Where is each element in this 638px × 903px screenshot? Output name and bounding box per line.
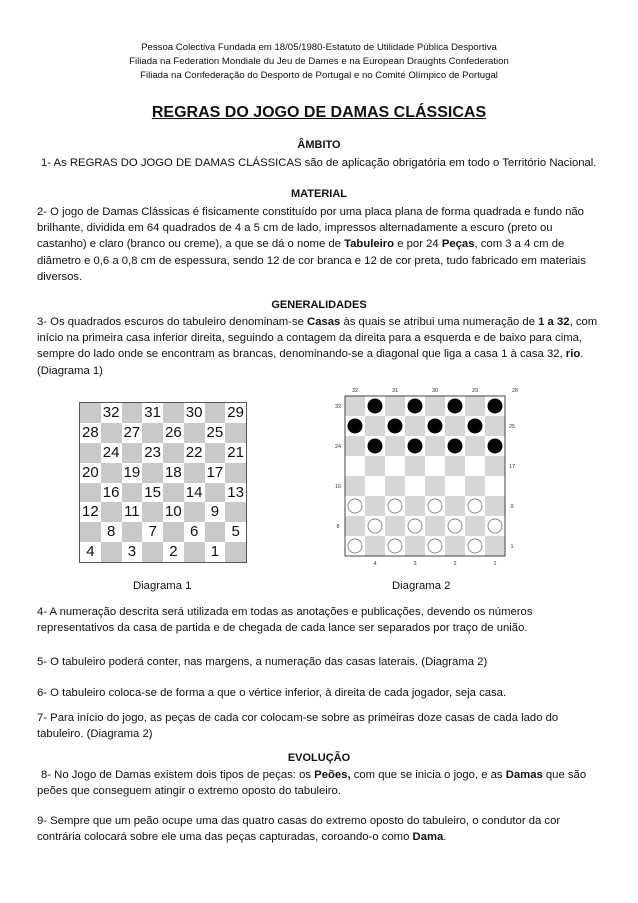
section-generalidades: GENERALIDADES	[271, 299, 367, 311]
margin-label: 2	[453, 561, 457, 567]
white-piece	[348, 499, 362, 513]
diagram-2-board	[330, 383, 520, 575]
margin-label: 9	[510, 504, 514, 510]
rule-6: 6- O tabuleiro coloca-se de forma a que o vértice inferior, à direita de cada jogador, seja casa.	[37, 687, 507, 699]
square-number: 12	[82, 503, 99, 521]
black-piece	[448, 439, 463, 454]
margin-label: 1	[493, 561, 497, 567]
board-square-dark	[385, 456, 405, 476]
rule-1: 1- As REGRAS DO JOGO DE DAMAS CLÁSSICAS são de aplicação obrigatória em todo o Território Nacional.	[41, 157, 597, 169]
board-square-light	[405, 416, 425, 436]
board-square-light	[225, 542, 246, 562]
board-square-light	[425, 396, 445, 416]
square-number: 17	[206, 463, 224, 481]
black-piece	[388, 419, 403, 434]
square-number: 21	[227, 443, 244, 461]
square-number: 15	[144, 483, 161, 501]
margin-label: 8	[336, 524, 340, 530]
board-square-light	[345, 396, 365, 416]
margin-label: 17	[508, 464, 516, 470]
header-line-3: Filiada na Confederação do Desporto de Portugal e no Comité Olímpico de Portugal	[140, 70, 498, 81]
board-square-light	[405, 496, 425, 516]
square-number: 3	[127, 543, 137, 561]
board-square-light	[485, 416, 505, 436]
board-square-light	[485, 456, 505, 476]
white-piece	[368, 519, 382, 533]
board-square-light	[465, 436, 485, 456]
black-piece	[488, 399, 503, 414]
margin-label: 1	[510, 544, 514, 550]
board-square-light	[465, 396, 485, 416]
rule-7: 7- Para início do jogo, as peças de cada cor colocam-se sobre as primeiras doze casas de cada lado do tabuleiro. (Diagrama 2)	[37, 712, 559, 741]
rule-4: 4- A numeração descrita será utilizada em todas as anotações e publicações, devendo os números representativos da casa de partida e de chegada de cada lance ser separados por traço de união.	[37, 606, 533, 635]
board-square-dark	[345, 456, 365, 476]
square-number: 8	[106, 523, 116, 541]
square-number: 4	[86, 543, 95, 561]
board-square-light	[445, 536, 465, 556]
square-number: 16	[102, 483, 120, 501]
board-square-dark	[365, 476, 385, 496]
board-square-light	[365, 496, 385, 516]
board-square-dark	[445, 476, 465, 496]
margin-label: 4	[373, 561, 377, 567]
board-square-light	[365, 456, 385, 476]
margin-label: 3	[413, 561, 417, 567]
board-square-dark	[405, 476, 425, 496]
board-square-dark	[425, 456, 445, 476]
board-square-light	[445, 416, 465, 436]
section-material: MATERIAL	[290, 188, 347, 200]
square-number: 13	[227, 483, 244, 501]
board-square-light	[365, 536, 385, 556]
square-number: 14	[185, 483, 203, 501]
margin-label: 25	[508, 424, 516, 430]
board-square-light	[385, 436, 405, 456]
black-piece	[488, 439, 503, 454]
margin-label: 29	[471, 388, 479, 394]
white-piece	[428, 539, 442, 553]
board-square-light	[345, 436, 365, 456]
white-piece	[468, 539, 482, 553]
margin-label: 32	[351, 388, 359, 394]
white-piece	[488, 519, 502, 533]
board-square-dark	[485, 476, 505, 496]
rule-8: 8- No Jogo de Damas existem dois tipos de peças: os Peões, com que se inicia o jogo, e as Damas que são peões que conseguem atingir o extremo oposto do tabuleiro.	[37, 769, 587, 798]
square-number: 20	[82, 463, 99, 481]
section-ambito: ÂMBITO	[297, 139, 341, 151]
white-piece	[408, 519, 422, 533]
board-square-light	[485, 536, 505, 556]
board-square-light	[405, 536, 425, 556]
rule-3: 3- Os quadrados escuros do tabuleiro denominam-se Casas às quais se atribui uma numeração de 1 a 32, com início na primeira casa inferior direita, seguindo a contagem da direita para a esquerda e de baixo para cima, sempre do lado onde se encontram as brancas, denominando-se a diagonal que liga a casa 1 à casa 32, rio. (Diagrama 1)	[37, 316, 598, 377]
black-piece	[428, 419, 443, 434]
page-title: REGRAS DO JOGO DE DAMAS CLÁSSICAS	[151, 104, 487, 121]
white-piece	[448, 519, 462, 533]
margin-label: 28	[511, 388, 519, 394]
margin-label: 32	[334, 404, 342, 410]
black-piece	[348, 419, 363, 434]
square-number: 11	[124, 503, 140, 521]
square-number: 5	[231, 523, 240, 541]
square-number: 18	[165, 463, 182, 481]
square-number: 1	[210, 543, 220, 561]
square-number: 32	[102, 404, 120, 421]
board-square-dark	[465, 456, 485, 476]
board-square-light	[365, 416, 385, 436]
rule-2: 2- O jogo de Damas Clássicas é fisicamente constituído por uma placa plana de forma quadrada e fundo não brilhante, dividida em 64 quadrados de 4 a 5 cm de lado, impressos alternadamente a escuro (preto ou castanho) e claro (branco ou creme), a que se dá o nome de Tabuleiro e por 24 Peças, com 3 a 4 cm de diâmetro e 0,6 a 0,8 cm de espessura, sendo 12 de cor branca e 12 de cor preta, tudo fabricado em materiais diversos.	[37, 206, 586, 283]
section-evolucao: EVOLUÇÃO	[287, 752, 351, 764]
square-number: 10	[165, 503, 182, 521]
square-number: 25	[206, 423, 224, 441]
square-number: 31	[144, 404, 161, 421]
board-square-light	[465, 476, 485, 496]
diagram-1-board	[79, 402, 247, 563]
board-square-light	[385, 396, 405, 416]
black-piece	[408, 439, 423, 454]
square-number: 7	[148, 523, 157, 541]
board-square-light	[385, 476, 405, 496]
board-square-light	[445, 496, 465, 516]
square-number: 23	[144, 443, 161, 461]
margin-label: 30	[431, 388, 439, 394]
board-square-light	[425, 436, 445, 456]
diagram-2-caption: Diagrama 2	[392, 580, 451, 592]
square-number: 2	[169, 543, 178, 561]
board-square-light	[465, 516, 485, 536]
white-piece	[388, 499, 402, 513]
square-number: 6	[189, 523, 199, 541]
board-square-light	[425, 516, 445, 536]
square-number: 29	[227, 404, 244, 421]
diagram-1-caption: Diagrama 1	[133, 580, 192, 592]
board-square-light	[405, 456, 425, 476]
board-square-light	[385, 516, 405, 536]
rule-9: 9- Sempre que um peão ocupe uma das quatro casas do extremo oposto do tabuleiro, o condutor da cor contrária colocará sobre ele uma das peças capturadas, coroando-o como Dama.	[37, 815, 561, 844]
board-square-light	[345, 516, 365, 536]
square-number: 27	[123, 423, 141, 441]
header-line-1: Pessoa Colectiva Fundada em 18/05/1980-Estatuto de Utilidade Pública Desportiva	[141, 42, 497, 53]
white-piece	[468, 499, 482, 513]
white-piece	[388, 539, 402, 553]
margin-label: 24	[334, 444, 342, 450]
board-square-light	[485, 496, 505, 516]
board-square-light	[345, 476, 365, 496]
square-number: 19	[123, 463, 141, 481]
square-number: 9	[210, 503, 220, 521]
black-piece	[448, 399, 463, 414]
rule-5: 5- O tabuleiro poderá conter, nas margens, a numeração das casas laterais. (Diagrama 2)	[37, 656, 488, 668]
black-piece	[408, 399, 423, 414]
black-piece	[468, 419, 483, 434]
square-number: 28	[82, 423, 99, 441]
board-square-light	[425, 476, 445, 496]
white-piece	[428, 499, 442, 513]
square-number: 22	[185, 443, 203, 461]
black-piece	[368, 439, 383, 454]
square-number: 30	[185, 404, 203, 421]
board-square-light	[445, 456, 465, 476]
margin-label: 16	[334, 484, 342, 490]
white-piece	[348, 539, 362, 553]
square-number: 26	[165, 423, 182, 441]
black-piece	[368, 399, 383, 414]
margin-label: 31	[391, 388, 399, 394]
board-square-light	[225, 502, 246, 522]
header-line-2: Filiada na Federation Mondiale du Jeu de Dames e na European Draughts Confederation	[129, 56, 509, 67]
board-square-light	[225, 463, 246, 483]
square-number: 24	[102, 443, 120, 461]
board-square-light	[225, 423, 246, 443]
